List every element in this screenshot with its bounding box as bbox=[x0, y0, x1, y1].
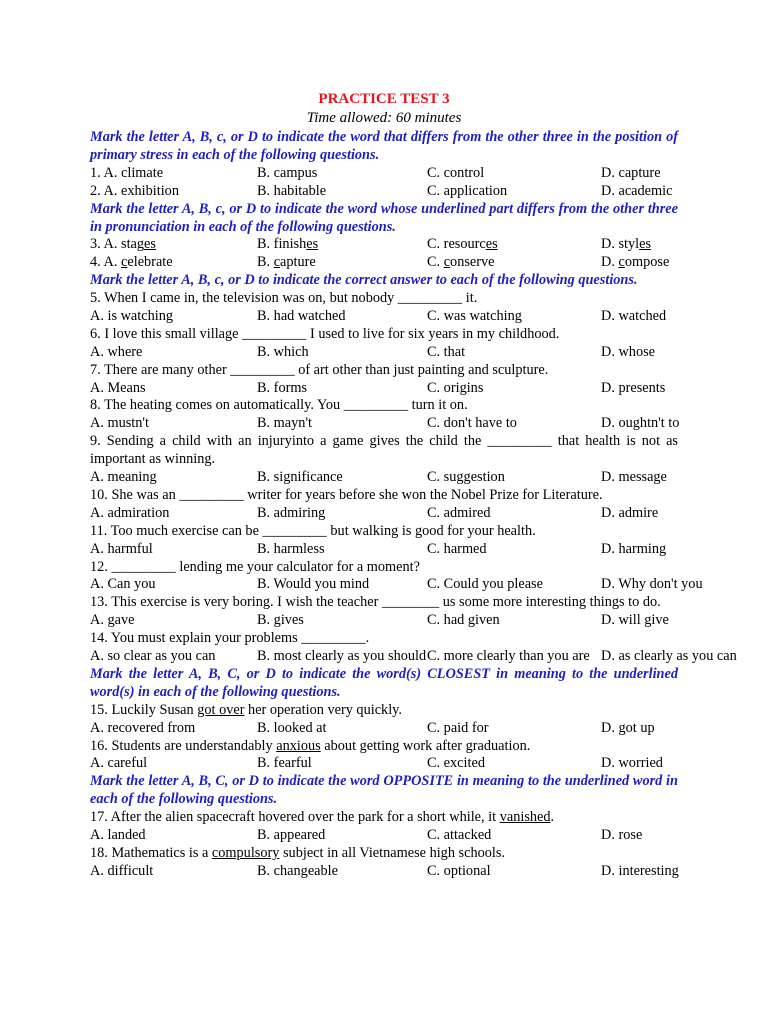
question-text-before: Luckily Susan bbox=[111, 701, 198, 718]
option-b: B. appeared bbox=[257, 827, 326, 844]
question-number: 5. bbox=[90, 290, 101, 307]
question-number: 16. bbox=[90, 737, 108, 754]
option-a: A. is watching bbox=[90, 308, 173, 324]
option-c: C. suggestion bbox=[427, 469, 505, 486]
question-number: 17. bbox=[90, 809, 108, 826]
option-d: D. watched bbox=[601, 308, 667, 324]
option-b: B. looked at bbox=[257, 719, 327, 736]
question-stem bbox=[90, 559, 678, 577]
option-b: B. which bbox=[257, 343, 309, 360]
options-row bbox=[90, 380, 678, 398]
question-text: Too much exercise can be _________ but walking is good for your health. bbox=[110, 522, 536, 539]
option-b: B. significance bbox=[257, 469, 343, 486]
option-a: A. Can you bbox=[90, 576, 156, 593]
page-title: PRACTICE TEST 3 bbox=[318, 91, 450, 107]
option-d: D. whose bbox=[601, 343, 656, 360]
question-text: You must explain your problems _________. bbox=[110, 630, 370, 647]
options-row bbox=[90, 576, 703, 594]
option-b: B. mayn't bbox=[257, 415, 312, 432]
option-a: 3. A. stages bbox=[90, 236, 156, 253]
option-a: A. careful bbox=[90, 755, 148, 772]
options-row bbox=[90, 308, 678, 326]
question-text-after: her operation very quickly. bbox=[244, 701, 402, 718]
question-row bbox=[90, 236, 678, 254]
option-c: C. had given bbox=[427, 612, 500, 629]
question-row bbox=[90, 254, 678, 272]
question-stem bbox=[90, 809, 678, 827]
option-d: D. worried bbox=[601, 755, 663, 772]
option-b: B. finishes bbox=[257, 236, 319, 253]
question-text: _________ lending me your calculator for a moment? bbox=[111, 558, 420, 575]
question-text-before: Mathematics is a bbox=[111, 844, 212, 861]
option-a: 2. A. exhibition bbox=[90, 182, 179, 199]
question-stem bbox=[90, 362, 678, 380]
option-a-text: A. celebrate bbox=[103, 254, 173, 271]
option-c: C. don't have to bbox=[427, 415, 517, 432]
option-c: C. optional bbox=[427, 862, 491, 879]
option-a: A. where bbox=[90, 343, 143, 360]
option-c: C. origins bbox=[427, 379, 484, 396]
option-a: A. landed bbox=[90, 827, 146, 844]
option-a: A. gave bbox=[90, 612, 135, 629]
option-a: A. Means bbox=[90, 379, 146, 396]
option-d: D. styles bbox=[601, 236, 652, 253]
options-row bbox=[90, 863, 678, 881]
option-d: D. interesting bbox=[601, 862, 679, 879]
question-stem bbox=[90, 594, 678, 612]
test-content bbox=[90, 129, 737, 881]
question-text-after: . bbox=[550, 809, 555, 826]
option-d: D. compose bbox=[601, 254, 670, 271]
option-d: D. Why don't you bbox=[601, 576, 703, 593]
option-c: C. Could you please bbox=[427, 576, 543, 593]
options-row bbox=[90, 415, 678, 433]
option-c: C. admired bbox=[427, 504, 491, 521]
option-a: A. meaning bbox=[90, 469, 157, 486]
question-stem bbox=[90, 290, 678, 308]
option-d: D. message bbox=[601, 469, 667, 486]
question-number: 18. bbox=[90, 844, 108, 861]
option-d: D. as clearly as you can bbox=[601, 648, 737, 665]
question-number: 12. bbox=[90, 558, 108, 575]
option-b: B. gives bbox=[257, 612, 304, 629]
section-instruction: Mark the letter A, B, c, or D to indicate the word that differs from the other three in the position of primary stress in each of the following questions. bbox=[90, 129, 678, 163]
options-row bbox=[90, 755, 678, 773]
option-d: D. academic bbox=[601, 182, 673, 199]
question-text: This exercise is very boring. I wish the teacher ________ us some more interesting things to do. bbox=[111, 594, 661, 611]
options-row bbox=[90, 469, 678, 487]
options-row bbox=[90, 720, 678, 738]
option-c: C. excited bbox=[427, 755, 485, 772]
option-d: D. will give bbox=[601, 612, 669, 629]
underlined-word: anxious bbox=[276, 737, 321, 754]
question-text: Sending a child with an injuryinto a game gives the child the _________ that health is not as important as winning. bbox=[90, 433, 678, 468]
option-b: B. most clearly as you should bbox=[257, 648, 427, 665]
question-text: She was an _________ writer for years before she won the Nobel Prize for Literature. bbox=[111, 486, 603, 503]
option-c: C. paid for bbox=[427, 719, 489, 736]
question-text-after: subject in all Vietnamese high schools. bbox=[279, 844, 506, 861]
option-a: A. recovered from bbox=[90, 719, 196, 736]
question-number: 8. bbox=[90, 397, 101, 414]
section-instruction: Mark the letter A, B, c, or D to indicate the word whose underlined part differs from the other three in pronunciation in each of the following questions. bbox=[90, 200, 678, 235]
question-text-before: Students are understandably bbox=[111, 737, 277, 754]
question-stem bbox=[90, 845, 678, 863]
question-text: The heating comes on automatically. You _________ turn it on. bbox=[104, 397, 468, 414]
options-row bbox=[90, 344, 678, 362]
question-number: 9. bbox=[90, 433, 101, 450]
question-stem bbox=[90, 487, 678, 505]
question-text-before: After the alien spacecraft hovered over the park for a short while, it bbox=[110, 809, 500, 826]
question-stem bbox=[90, 326, 678, 344]
options-row bbox=[90, 612, 678, 630]
question-row bbox=[90, 183, 678, 201]
question-text: When I came in, the television was on, but nobody _________ it. bbox=[104, 290, 478, 307]
option-d: D. presents bbox=[601, 379, 666, 396]
option-d: D. admire bbox=[601, 504, 659, 521]
question-number: 7. bbox=[90, 361, 101, 378]
option-c: C. control bbox=[427, 164, 485, 181]
question-number: 15. bbox=[90, 701, 108, 718]
option-b: B. campus bbox=[257, 164, 318, 181]
option-a: A. harmful bbox=[90, 540, 153, 557]
option-a: 1. A. climate bbox=[90, 164, 164, 181]
option-c: C. was watching bbox=[427, 308, 522, 324]
options-row bbox=[90, 505, 678, 523]
question-stem bbox=[90, 523, 678, 541]
option-b: B. changeable bbox=[257, 862, 338, 879]
option-c: C. that bbox=[427, 343, 466, 360]
question-stem bbox=[90, 702, 678, 720]
question-number: 14. bbox=[90, 630, 108, 647]
question-text: There are many other _________ of art other than just painting and sculpture. bbox=[104, 361, 549, 378]
question-stem bbox=[90, 433, 678, 469]
option-b: B. admiring bbox=[257, 504, 326, 521]
question-number: 10. bbox=[90, 486, 108, 503]
option-d: D. harming bbox=[601, 540, 667, 557]
option-a: A. so clear as you can bbox=[90, 648, 216, 665]
question-stem bbox=[90, 738, 678, 756]
underlined-word: got over bbox=[197, 701, 245, 718]
question-text: I love this small village _________ I used to live for six years in my childhood. bbox=[104, 325, 560, 342]
question-number: 6. bbox=[90, 325, 101, 342]
option-c: C. more clearly than you are bbox=[427, 648, 590, 665]
question-stem bbox=[90, 397, 678, 415]
option-b: B. Would you mind bbox=[257, 576, 370, 593]
option-d: D. got up bbox=[601, 719, 655, 736]
option-b: B. capture bbox=[257, 254, 316, 271]
option-c: C. attacked bbox=[427, 827, 492, 844]
option-a-text: A. stages bbox=[103, 236, 156, 253]
section-instruction: Mark the letter A, B, C, or D to indicate the word OPPOSITE in meaning to the underlined word in each of the following questions. bbox=[90, 773, 678, 808]
question-text-after: about getting work after graduation. bbox=[320, 737, 531, 754]
option-d: D. rose bbox=[601, 827, 643, 844]
options-row bbox=[90, 648, 737, 666]
option-a: 4. A. celebrate bbox=[90, 254, 173, 271]
option-b: B. fearful bbox=[257, 755, 312, 772]
option-c: C. harmed bbox=[427, 540, 487, 557]
question-row bbox=[90, 165, 678, 183]
option-b: B. habitable bbox=[257, 182, 327, 199]
option-b: B. harmless bbox=[257, 540, 325, 557]
time-allowed: Time allowed: 60 minutes bbox=[306, 110, 462, 126]
option-a: A. difficult bbox=[90, 862, 154, 879]
option-c: C. resources bbox=[427, 236, 498, 253]
question-stem bbox=[90, 630, 678, 648]
section-instruction: Mark the letter A, B, C, or D to indicate the word(s) CLOSEST in meaning to the underlined word(s) in each of the following questions. bbox=[90, 665, 678, 700]
option-c: C. conserve bbox=[427, 254, 495, 271]
option-a: A. mustn't bbox=[90, 415, 149, 432]
options-row bbox=[90, 827, 678, 845]
option-c: C. application bbox=[427, 182, 508, 199]
section-instruction: Mark the letter A, B, c, or D to indicate the correct answer to each of the following questions. bbox=[90, 272, 638, 289]
option-a: A. admiration bbox=[90, 504, 170, 521]
underlined-word: vanished bbox=[499, 809, 551, 826]
option-d: D. oughtn't to bbox=[601, 415, 680, 432]
option-b: B. forms bbox=[257, 379, 308, 396]
question-number: 13. bbox=[90, 594, 108, 611]
option-d: D. capture bbox=[601, 164, 661, 181]
question-number: 11. bbox=[90, 522, 108, 539]
options-row bbox=[90, 541, 678, 559]
underlined-word: compulsory bbox=[211, 844, 280, 861]
option-b: B. had watched bbox=[257, 308, 346, 324]
